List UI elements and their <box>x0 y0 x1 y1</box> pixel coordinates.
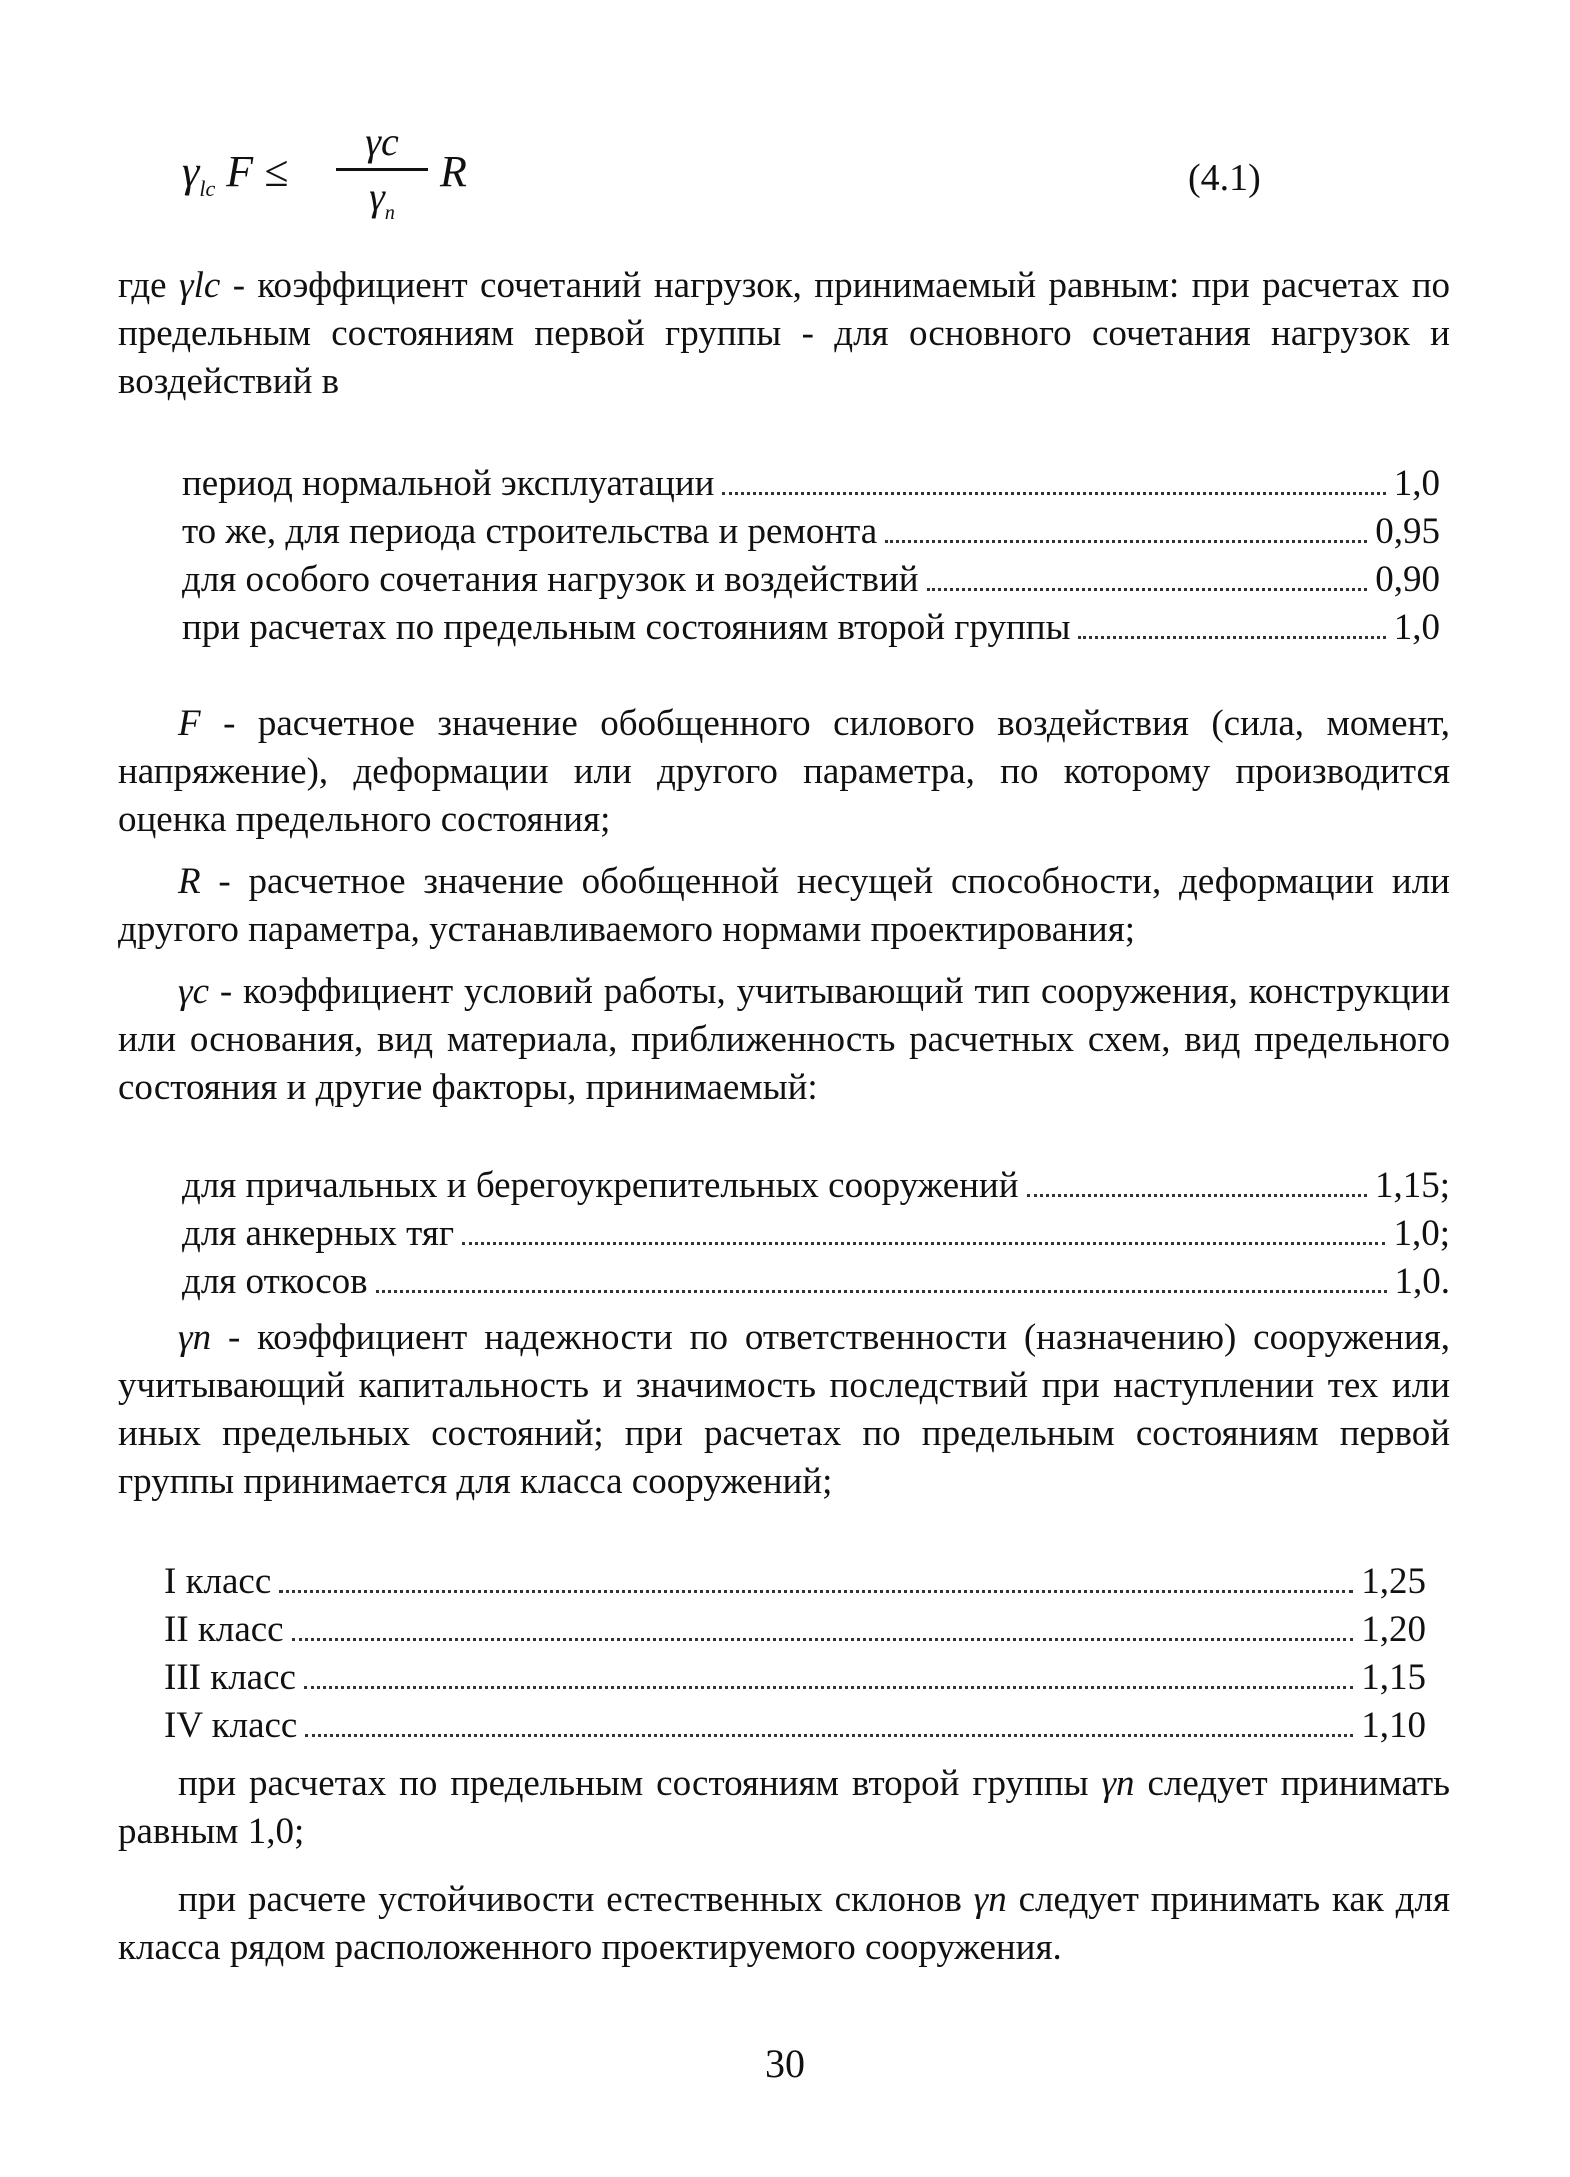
list-item: при расчетах по предельным состояниям второй группы 1,0 <box>182 607 1440 648</box>
list-item: для анкерных тяг 1,0; <box>182 1213 1450 1254</box>
fraction-bar <box>336 168 428 171</box>
symbol-R: R <box>178 861 201 902</box>
combo-list <box>182 460 1440 652</box>
list-item: IV класс 1,10 <box>164 1705 1426 1746</box>
list-item: III класс 1,15 <box>164 1657 1426 1698</box>
formula-rhs: R <box>440 147 467 196</box>
list-item: I класс 1,25 <box>164 1561 1426 1602</box>
list-item: для откосов 1,0. <box>182 1261 1450 1302</box>
symbol-F: F <box>178 703 201 744</box>
symbol-gamma-lc: γlc <box>179 265 221 306</box>
list-item: период нормальной эксплуатации 1,0 <box>182 463 1440 504</box>
formula-fraction <box>332 118 432 237</box>
formula-lhs: $\gamma_{lc}$ F ≤ <box>182 147 289 201</box>
intro-paragraph: где γlc - коэффициент сочетаний нагрузок, принимаемый равным: при расчетах по предельным состояниям первой группы - для основного сочетания нагрузок и воздействий в <box>118 265 1451 402</box>
symbol-gamma-c: γc <box>178 971 210 1012</box>
symbol-gamma-n: γn <box>1101 1763 1135 1804</box>
formula-4-1 <box>182 108 1402 258</box>
formula-denominator: $\gamma_n$ <box>369 174 395 224</box>
formula-numerator: γc <box>365 119 399 164</box>
list-item: для особого сочетания нагрузок и воздействий 0,90 <box>182 559 1440 600</box>
definition-R: R - расчетное значение обобщенной несущей способности, деформации или другого параметра, устанавливаемого нормами проектирования; <box>118 861 1450 950</box>
note-second-group: при расчетах по предельным состояниям второй группы γn следует принимать равным 1,0; <box>118 1763 1451 1852</box>
definition-F: F - расчетное значение обобщенного силового воздействия (сила, момент, напряжение), деформации или другого параметра, по которому производится оценка предельного состояния; <box>118 703 1450 840</box>
note-slope-stability: при расчете устойчивости естественных склонов γn следует принимать как для класса рядом расположенного проектируемого сооружения. <box>118 1879 1450 1968</box>
definition-gamma-n: γn - коэффициент надежности по ответственности (назначению) сооружения, учитывающий капитальность и значимость последствий при наступлении тех или иных предельных состояний; при расчетах по предельным состояниям первой группы принимается для класса сооружений; <box>118 1317 1450 1502</box>
symbol-gamma-n: γn <box>178 1317 212 1358</box>
list-item: II класс 1,20 <box>164 1609 1426 1650</box>
definition-gamma-c: γc - коэффициент условий работы, учитывающий тип сооружения, конструкции или основания, вид материала, приближенность расчетных схем, вид предельного состояния и другие факторы, принимаемый: <box>118 971 1450 1108</box>
gamma-c-list <box>182 1162 1450 1306</box>
class-list <box>164 1558 1426 1750</box>
list-item: то же, для периода строительства и ремонта 0,95 <box>182 511 1440 552</box>
symbol-gamma-n: γn <box>973 1879 1007 1920</box>
page-number: 30 <box>765 2041 805 2086</box>
equation-number: (4.1) <box>1188 157 1261 199</box>
list-item: для причальных и берегоукрепительных сооружений 1,15; <box>182 1165 1450 1206</box>
